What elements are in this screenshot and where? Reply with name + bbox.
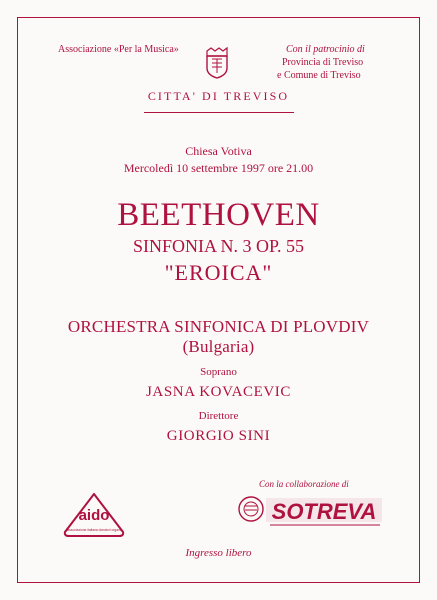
soprano-name: JASNA KOVACEVIC xyxy=(146,384,291,400)
admission-text: Ingresso libero xyxy=(185,547,252,559)
director-label: Direttore xyxy=(198,410,239,422)
aido-logo-subtext: associazione italiana donatori organi xyxy=(67,528,121,532)
aido-logo-icon xyxy=(61,493,127,538)
city-title: CITTA' DI TREVISO xyxy=(147,89,290,103)
patronage-line-2: Provincia di Treviso xyxy=(282,57,364,68)
director-name: GIORGIO SINI xyxy=(166,428,271,444)
patronage-line-1: Con il patrocinio di xyxy=(286,44,365,55)
collaboration-text: Con la collaborazione di xyxy=(259,479,349,489)
soprano-label: Soprano xyxy=(200,366,237,378)
composer-title: BEETHOVEN xyxy=(117,197,320,233)
orchestra-name: ORCHESTRA SINFONICA DI PLOVDIV xyxy=(67,317,370,336)
venue-text: Chiesa Votiva xyxy=(185,144,252,158)
work-title: SINFONIA N. 3 OP. 55 xyxy=(132,236,305,256)
patronage-line-3: e Comune di Treviso xyxy=(277,70,361,81)
association-text: Associazione «Per la Musica» xyxy=(58,44,179,55)
sotreva-logo-icon xyxy=(234,488,382,532)
work-name: "EROICA" xyxy=(164,260,273,285)
orchestra-country: (Bulgaria) xyxy=(182,337,255,356)
event-datetime: Mercoledì 10 settembre 1997 ore 21.00 xyxy=(123,161,314,175)
city-title-underline xyxy=(144,112,294,113)
aido-logo-text: aido xyxy=(78,507,110,524)
city-crest-icon xyxy=(203,45,231,79)
sotreva-logo-text: SOTREVA xyxy=(271,499,377,524)
